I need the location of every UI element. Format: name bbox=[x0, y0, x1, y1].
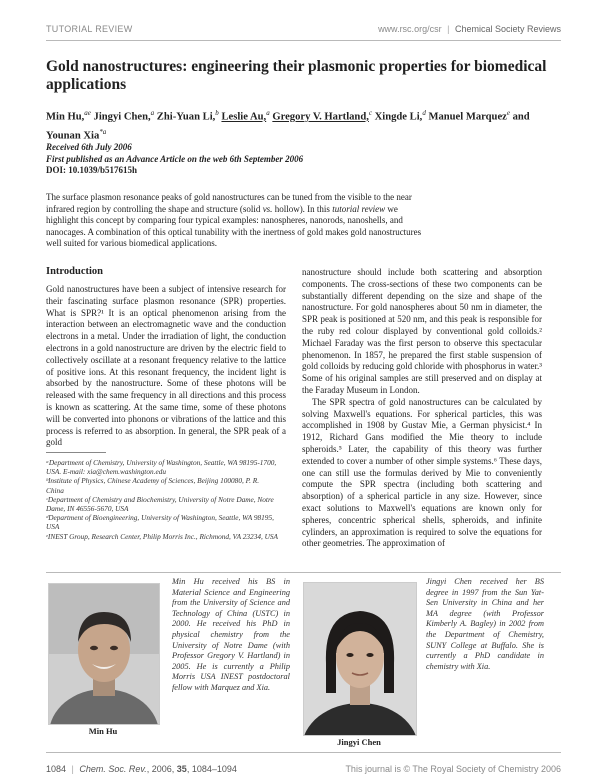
affil-sup: a bbox=[150, 109, 155, 117]
photo-caption-hu: Min Hu bbox=[88, 726, 118, 736]
abstract-text: we highlight this concept by comparing four typical examples: nanospheres, nanorods, nanoshells, and nanocages. A combination of this optical tunability with the inertness of gold makes gold nanostructures well suited for various biomedical applications. bbox=[46, 203, 422, 249]
footer-citation bbox=[46, 764, 237, 774]
intro-paragraph: Gold nanostructures have been a subject of intensive research for their fascinating surface plasmon resonance (SPR) properties. What is SPR?¹ It is an optical phenomenon arising from the interaction between an electromagnetic wave and the conduction electrons in a metal. Under the irradiation of light, the conduction electrons in a gold nanostructure are driven by the electric field to collectively oscillate at a resonant frequency relative to the lattice of positive ions. At this resonant frequency, the incident light is absorbed by the nanostructure. Some of these photons will be released with the same frequency in all directions and this process is known as scattering. At the same time, some of these photons will be converted into phonons or vibrations of the lattice and this process is referred to as absorption. In general, the SPR peak of a gold bbox=[46, 284, 286, 448]
received-date: Received 6th July 2006 bbox=[46, 142, 132, 152]
body-column-1 bbox=[46, 284, 286, 449]
author-photo-chen bbox=[303, 582, 417, 736]
affil-sup: c bbox=[368, 109, 372, 117]
abstract-text: hollow). In this bbox=[272, 203, 333, 214]
affiliation: ᵉINEST Group, Research Center, Philip Morris Inc., Richmond, VA 23234, USA bbox=[46, 531, 279, 541]
footer-year: , 2006, bbox=[146, 764, 177, 774]
affil-sup: ae bbox=[84, 109, 91, 117]
footer-separator: | bbox=[71, 764, 74, 774]
author-marquez: Manuel Marquez bbox=[425, 111, 507, 123]
journal-header bbox=[378, 24, 561, 34]
author-hu: Min Hu, bbox=[46, 111, 85, 123]
photo-caption-chen: Jingyi Chen bbox=[337, 737, 381, 747]
article-meta bbox=[46, 142, 446, 177]
footer-volume: 35 bbox=[176, 764, 187, 774]
abstract-text: The surface plasmon resonance peaks of gold nanostructures can be tuned from the visible to the near infrared region by controlling the shape and structure (solid bbox=[46, 192, 412, 214]
author-xia: Younan Xia bbox=[46, 130, 100, 142]
intro-paragraph: nanostructure should include both scattering and absorption components. The cross-sections of these two components can be substantially different depending on the size and shape of the nanostructure. For gold nanospheres about 50 nm in diameter, the SPR peak is positioned at 520 nm, and this peak is responsible for the ruby red colour displayed by conventional gold colloids.² Michael Faraday was the first person to observe this spectacular phenomenon. In 1857, he prepared the first stable suspension of gold colloids by reducing gold chloride with phosphorus in water.³ Some of his original samples are still preserved and on display at the Faraday Museum in London. bbox=[302, 267, 542, 395]
abstract bbox=[46, 192, 426, 250]
affil-sup: e bbox=[506, 109, 510, 117]
author-xli: Xingde Li, bbox=[371, 111, 423, 123]
intro-paragraph: The SPR spectra of gold nanostructures can be calculated by solving Maxwell's equations. For spherical particles, this was accomplished in 1908 by Gustav Mie, a German physicist.⁴ In 1912, Richard Gans modified the Mie theory to include spheroids.⁵ Later, the capability of this theory was further extended to cover a number of other simple systems.⁶ These days, one can still use the formulas derived by Mie to conveniently compute the SPR spectra (including both scattering and absorption) of a spherical particle in any size. However, since exact solutions to Maxwell's equations are known only for spheres, concentric spherical shells, spheroids, and infinite cylinders, an approximation is required to solve the equations for other geometries. The approximation of bbox=[302, 396, 542, 549]
author-hartland-link[interactable]: Gregory V. Hartland, bbox=[272, 111, 369, 123]
affil-sup: d bbox=[422, 109, 426, 117]
author-photo-hu bbox=[48, 583, 160, 725]
header-separator: | bbox=[447, 24, 450, 34]
journal-name: Chemical Society Reviews bbox=[454, 24, 561, 34]
portrait-hu-graphic bbox=[49, 584, 159, 724]
first-published: First published as an Advance Article on the web 6th September 2006 bbox=[46, 153, 304, 164]
body-column-2 bbox=[302, 267, 542, 550]
affiliation: ᵈDepartment of Bioengineering, University of Washington, Seattle, WA 98195, USA bbox=[46, 513, 274, 532]
author-chen: Jingyi Chen, bbox=[90, 111, 151, 123]
bio-chen: Jingyi Chen received her BS degree in 1997 from the Sun Yat-Sen University in China and her MA degree (with Professor Kimberly A. Bagley) in 2002 from the Department of Chemistry, SUNY College at Buffalo. She is currently a PhD candidate in chemistry with Xia. bbox=[426, 577, 544, 671]
author-and: and bbox=[509, 111, 530, 123]
affil-sup: *a bbox=[99, 127, 107, 136]
affiliations bbox=[46, 458, 278, 541]
portrait-chen-graphic bbox=[304, 583, 416, 735]
author-list bbox=[46, 106, 556, 143]
footer-pages: , 1084–1094 bbox=[186, 764, 237, 774]
journal-site-link[interactable]: www.rsc.org/csr bbox=[378, 24, 442, 34]
bio-hu: Min Hu received his BS in Material Science and Engineering from the University of Science and Technology of China (USTC) in 2000. He received his PhD in physical chemistry from the University of Notre Dame (with Professor Gregory V. Hartland) in 2005. He is currently a Philip Morris USA INEST postdoctoral fellow with Marquez and Xia. bbox=[172, 577, 290, 692]
affiliation: ᶜDepartment of Chemistry and Biochemistry, University of Notre Dame, Notre Dame, IN 46556-5670, USA bbox=[46, 494, 274, 514]
introduction-heading: Introduction bbox=[46, 266, 103, 277]
affiliation: ᵇInstitute of Physics, Chinese Academy of Sciences, Beijing 100080, P. R. China bbox=[46, 476, 260, 495]
bio-top-rule bbox=[46, 572, 561, 573]
affiliation: ᵃDepartment of Chemistry, University of Washington, Seattle, WA 98195-1700, USA. E-mail: xia@chem.washington.edu bbox=[46, 458, 277, 477]
journal-abbr: Chem. Soc. Rev. bbox=[79, 764, 147, 774]
header-rule bbox=[46, 40, 561, 41]
author-li: Zhi-Yuan Li, bbox=[154, 111, 216, 123]
author-au-link[interactable]: Leslie Au, bbox=[221, 111, 267, 123]
affil-sup: b bbox=[215, 109, 219, 117]
article-title: Gold nanostructures: engineering their plasmonic properties for biomedical applications bbox=[46, 58, 547, 93]
page-number: 1084 bbox=[46, 764, 67, 774]
abstract-tutorial-review: tutorial review bbox=[332, 203, 386, 214]
section-label: TUTORIAL REVIEW bbox=[46, 24, 133, 34]
footer-rights: This journal is © The Royal Society of Chemistry 2006 bbox=[345, 764, 561, 774]
doi[interactable]: DOI: 10.1039/b517615h bbox=[46, 165, 138, 175]
bio-bottom-rule bbox=[46, 752, 561, 753]
affil-sup: a bbox=[266, 109, 270, 117]
abstract-vs: vs. bbox=[262, 203, 273, 214]
affiliation-rule bbox=[46, 452, 106, 453]
